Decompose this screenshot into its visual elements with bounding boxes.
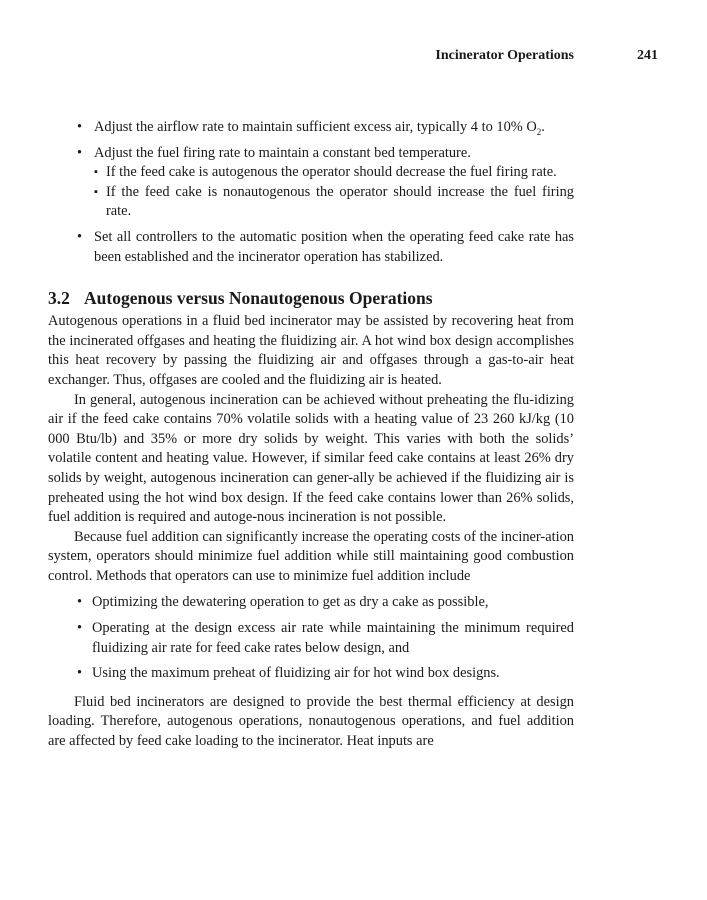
paragraph: Autogenous operations in a fluid bed incinerator may be assisted by recovering heat from the incinerated offgases and heating the fluidizing air. A hot wind box design accomplishes this heat recovery by passing the fluidizing air and offgases through a gas-to-air heat exchanger. Thus, offgases are cooled and the fluidizing air is heated. — [48, 313, 574, 388]
paragraph: In general, autogenous incineration can be achieved without preheating the flu-idizing air if the feed cake contains 70% volatile solids with a heating value of 23 260 kJ/kg (10 000 Btu/lb) and 35% or more dry solids by weight. This varies with both the solids’ volatile content and heating value. However, if similar feed cake contains at least 26% dry solids by weight, autogenous incineration can gener-ally be achieved if the fluidizing air is preheated using the hot wind box design. If the feed cake contains lower than 26% solids, fuel addition is required and autoge-nous incineration is not possible. — [48, 391, 574, 526]
list-item: • Set all controllers to the automatic position when the operating feed cake rate has been established and the incinerator operation has stabilized. — [48, 228, 574, 267]
list-item — [48, 118, 574, 138]
bullet-text: Adjust the fuel firing rate to maintain a constant bed temperature. — [94, 144, 471, 161]
top-bullet-list — [48, 118, 574, 267]
list-item: • Operating at the design excess air rate while maintaining the minimum required fluidizing air rate for feed cake rates below design, and — [48, 619, 574, 658]
page-number: 241 — [637, 48, 658, 63]
list-item: • Using the maximum preheat of fluidizing air for hot wind box designs. — [48, 664, 574, 684]
subscript: 2 — [536, 126, 542, 137]
sub-list-item: ▪ If the feed cake is nonautogenous the operator should increase the fuel firing rate. — [94, 183, 574, 222]
paragraph: Because fuel addition can significantly increase the operating costs of the inciner-ation system, operators should minimize fuel addition while still maintaining good combustion control. Methods that operators can use to minimize fuel addition include — [48, 528, 574, 584]
bullet-text-tail: . — [541, 119, 545, 135]
running-title: Incinerator Operations — [435, 48, 574, 63]
section-number: 3.2 — [48, 288, 70, 309]
body-content — [48, 118, 574, 752]
sub-list-item: ▪ If the feed cake is autogenous the operator should decrease the fuel firing rate. — [94, 163, 574, 183]
paragraph: Fluid bed incinerators are designed to provide the best thermal efficiency at design loading. Therefore, autogenous operations, nonautogenous operations, and fuel addition are affected by feed cake loading to the incinerator. Heat inputs are — [48, 693, 574, 750]
method-bullet-list — [48, 593, 574, 683]
bullet-text: Adjust the airflow rate to maintain sufficient excess air, typically 4 to 10% O — [94, 119, 537, 135]
list-item — [48, 144, 574, 222]
list-item: • Optimizing the dewatering operation to get as dry a cake as possible, — [48, 593, 574, 613]
running-header — [48, 48, 658, 68]
section-title: Autogenous versus Nonautogenous Operations — [84, 288, 433, 309]
sub-bullet-list — [94, 163, 574, 222]
section-heading — [48, 287, 574, 309]
